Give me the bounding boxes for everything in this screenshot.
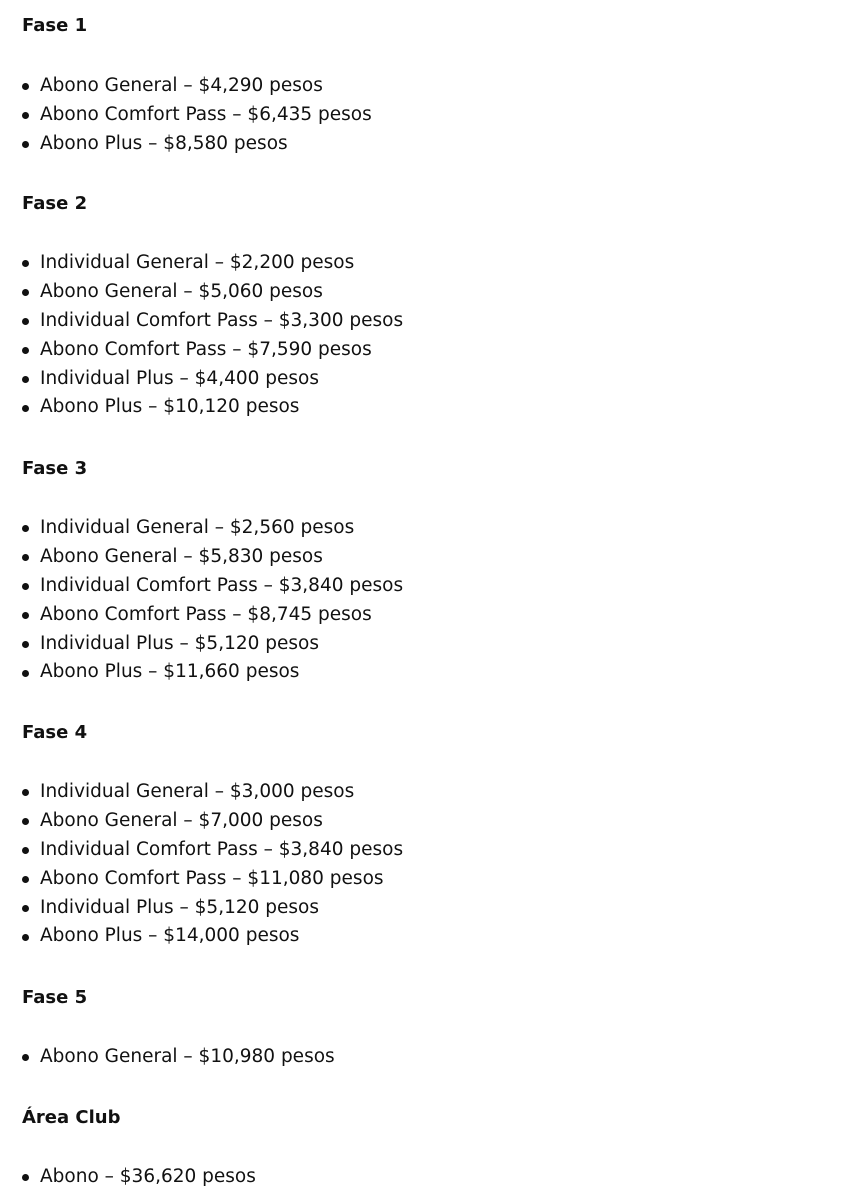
section-list-fase-3 (0, 514, 403, 687)
list-item: Abono Plus – $10,120 pesos (0, 393, 403, 422)
bullet-icon (22, 141, 29, 148)
bullet-icon (22, 112, 29, 119)
section-list-fase-5 (0, 1043, 335, 1072)
section-list-fase-1 (0, 72, 372, 159)
list-item: Abono General – $10,980 pesos (0, 1043, 335, 1072)
list-item: Individual General – $2,560 pesos (0, 514, 403, 543)
bullet-icon (22, 934, 29, 941)
list-item: Abono Comfort Pass – $6,435 pesos (0, 101, 372, 130)
bullet-icon (22, 583, 29, 590)
list-item: Abono General – $5,060 pesos (0, 278, 403, 307)
section-title-fase-3: Fase 3 (22, 458, 88, 479)
list-item: Abono General – $4,290 pesos (0, 72, 372, 101)
bullet-icon (22, 525, 29, 532)
bullet-icon (22, 847, 29, 854)
list-item: Abono General – $7,000 pesos (0, 807, 403, 836)
list-item: Abono Plus – $8,580 pesos (0, 130, 372, 159)
bullet-icon (22, 347, 29, 354)
bullet-icon (22, 612, 29, 619)
bullet-icon (22, 1054, 29, 1061)
bullet-icon (22, 289, 29, 296)
bullet-icon (22, 670, 29, 677)
list-item: Abono – $36,620 pesos (0, 1163, 256, 1192)
list-item: Individual Comfort Pass – $3,840 pesos (0, 836, 403, 865)
list-item: Individual Plus – $5,120 pesos (0, 630, 403, 659)
list-item: Individual Comfort Pass – $3,840 pesos (0, 572, 403, 601)
list-item: Abono Comfort Pass – $8,745 pesos (0, 601, 403, 630)
section-title-fase-1: Fase 1 (22, 15, 88, 36)
bullet-icon (22, 405, 29, 412)
bullet-icon (22, 818, 29, 825)
bullet-icon (22, 318, 29, 325)
bullet-icon (22, 554, 29, 561)
section-list-fase-2 (0, 249, 403, 422)
section-title-fase-2: Fase 2 (22, 193, 88, 214)
bullet-icon (22, 876, 29, 883)
section-list-area-club (0, 1163, 256, 1192)
list-item: Abono Comfort Pass – $11,080 pesos (0, 865, 403, 894)
list-item: Abono General – $5,830 pesos (0, 543, 403, 572)
bullet-icon (22, 1174, 29, 1181)
list-item: Individual Plus – $5,120 pesos (0, 894, 403, 923)
section-title-fase-5: Fase 5 (22, 987, 88, 1008)
list-item: Abono Plus – $11,660 pesos (0, 658, 403, 687)
section-title-fase-4: Fase 4 (22, 722, 88, 743)
bullet-icon (22, 83, 29, 90)
bullet-icon (22, 376, 29, 383)
bullet-icon (22, 260, 29, 267)
bullet-icon (22, 789, 29, 796)
list-item: Individual Plus – $4,400 pesos (0, 365, 403, 394)
section-list-fase-4 (0, 778, 403, 951)
list-item: Abono Comfort Pass – $7,590 pesos (0, 336, 403, 365)
list-item: Individual General – $3,000 pesos (0, 778, 403, 807)
section-title-area-club: Área Club (22, 1107, 121, 1128)
list-item: Abono Plus – $14,000 pesos (0, 922, 403, 951)
list-item: Individual Comfort Pass – $3,300 pesos (0, 307, 403, 336)
list-item: Individual General – $2,200 pesos (0, 249, 403, 278)
bullet-icon (22, 905, 29, 912)
bullet-icon (22, 641, 29, 648)
